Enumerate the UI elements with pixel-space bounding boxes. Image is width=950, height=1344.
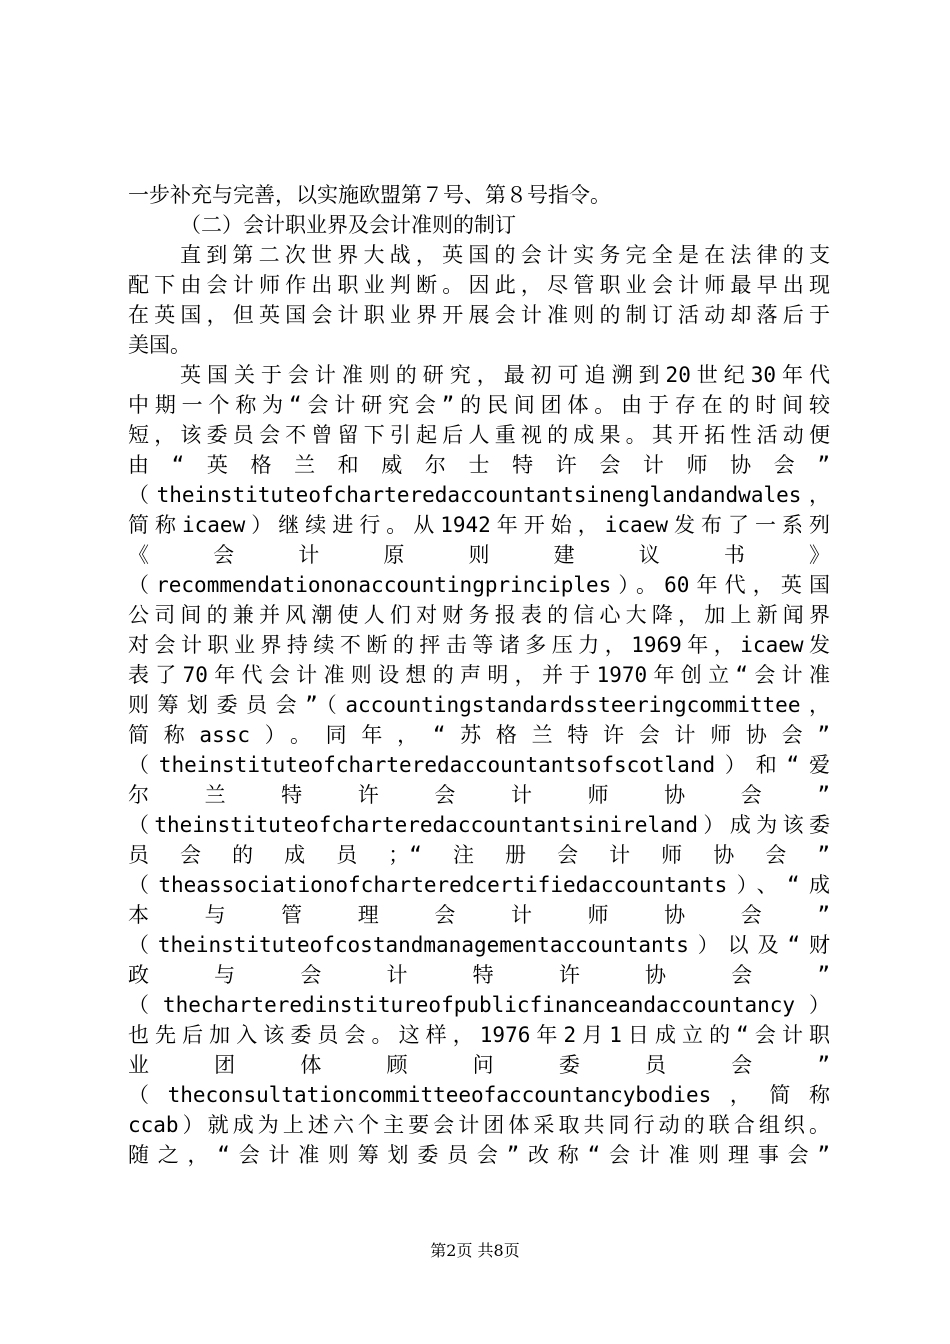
text-line: 美国。 xyxy=(128,333,191,357)
text-line: 简称assc）。同年，“苏格兰特许会计师协会” xyxy=(128,723,830,747)
text-line: 随之，“会计准则筹划委员会”改称“会计准则理事会” xyxy=(128,1143,830,1167)
text-line: （theinstituteofcharteredaccountantsinireland）成为该委 xyxy=(128,813,830,837)
text-line: 简称icaew）继续进行。从1942年开始，icaew发布了一系列 xyxy=(128,513,830,537)
text-line: ccab）就成为上述六个主要会计团体采取共同行动的联合组织。 xyxy=(128,1113,830,1137)
section-heading: （二）会计职业界及会计准则的制订 xyxy=(180,213,516,237)
text-line: （recommendationonaccountingprinciples）。60年代，英国 xyxy=(128,573,830,597)
text-line: 则筹划委员会”（accountingstandardssteeringcommittee， xyxy=(128,693,830,717)
text-line: （theinstituteofcostandmanagementaccountants）以及“财 xyxy=(128,933,830,957)
text-line: 尔兰特许会计师协会” xyxy=(128,783,830,807)
page-number-footer: 第2页 共8页 xyxy=(430,1241,520,1260)
text-line: 表了70年代会计准则设想的声明，并于1970年创立“会计准 xyxy=(128,663,830,687)
text-line: 配下由会计师作出职业判断。因此，尽管职业会计师最早出现 xyxy=(128,273,830,297)
text-line: 一步补充与完善，以实施欧盟第７号、第８号指令。 xyxy=(128,183,611,207)
text-line: 中期一个称为“会计研究会”的民间团体。由于存在的时间较 xyxy=(128,393,830,417)
text-line: 也先后加入该委员会。这样，1976年2月1日成立的“会计职 xyxy=(128,1023,830,1047)
text-line: （theconsultationcommitteeofaccountancybodies，简称 xyxy=(128,1083,830,1107)
text-line: 本与管理会计师协会” xyxy=(128,903,830,927)
text-line: 《会计原则建议书》 xyxy=(128,543,830,567)
text-line: 对会计职业界持续不断的抨击等诸多压力，1969年，icaew发 xyxy=(128,633,830,657)
text-line: （theassociationofcharteredcertifiedaccountants）、“成 xyxy=(128,873,830,897)
text-line: 英国关于会计准则的研究，最初可追溯到20世纪30年代 xyxy=(180,363,830,387)
text-line: 业团体顾问委员会” xyxy=(128,1053,830,1077)
text-line: （theinstituteofcharteredaccountantsinenglandandwales， xyxy=(128,483,830,507)
text-line: 由“英格兰和威尔士特许会计师协会” xyxy=(128,453,830,477)
text-line: 政与会计特许协会” xyxy=(128,963,830,987)
text-line: （theinstituteofcharteredaccountantsofscotland）和“爱 xyxy=(128,753,830,777)
text-line: （thecharteredinstitureofpublicfinanceandaccountancy） xyxy=(128,993,830,1017)
text-line: 公司间的兼并风潮使人们对财务报表的信心大降，加上新闻界 xyxy=(128,603,830,627)
text-line: 直到第二次世界大战，英国的会计实务完全是在法律的支 xyxy=(180,243,830,267)
text-line: 员会的成员；“注册会计师协会” xyxy=(128,843,830,867)
text-line: 短，该委员会不曾留下引起后人重视的成果。其开拓性活动便 xyxy=(128,423,830,447)
text-line: 在英国，但英国会计职业界开展会计准则的制订活动却落后于 xyxy=(128,303,830,327)
